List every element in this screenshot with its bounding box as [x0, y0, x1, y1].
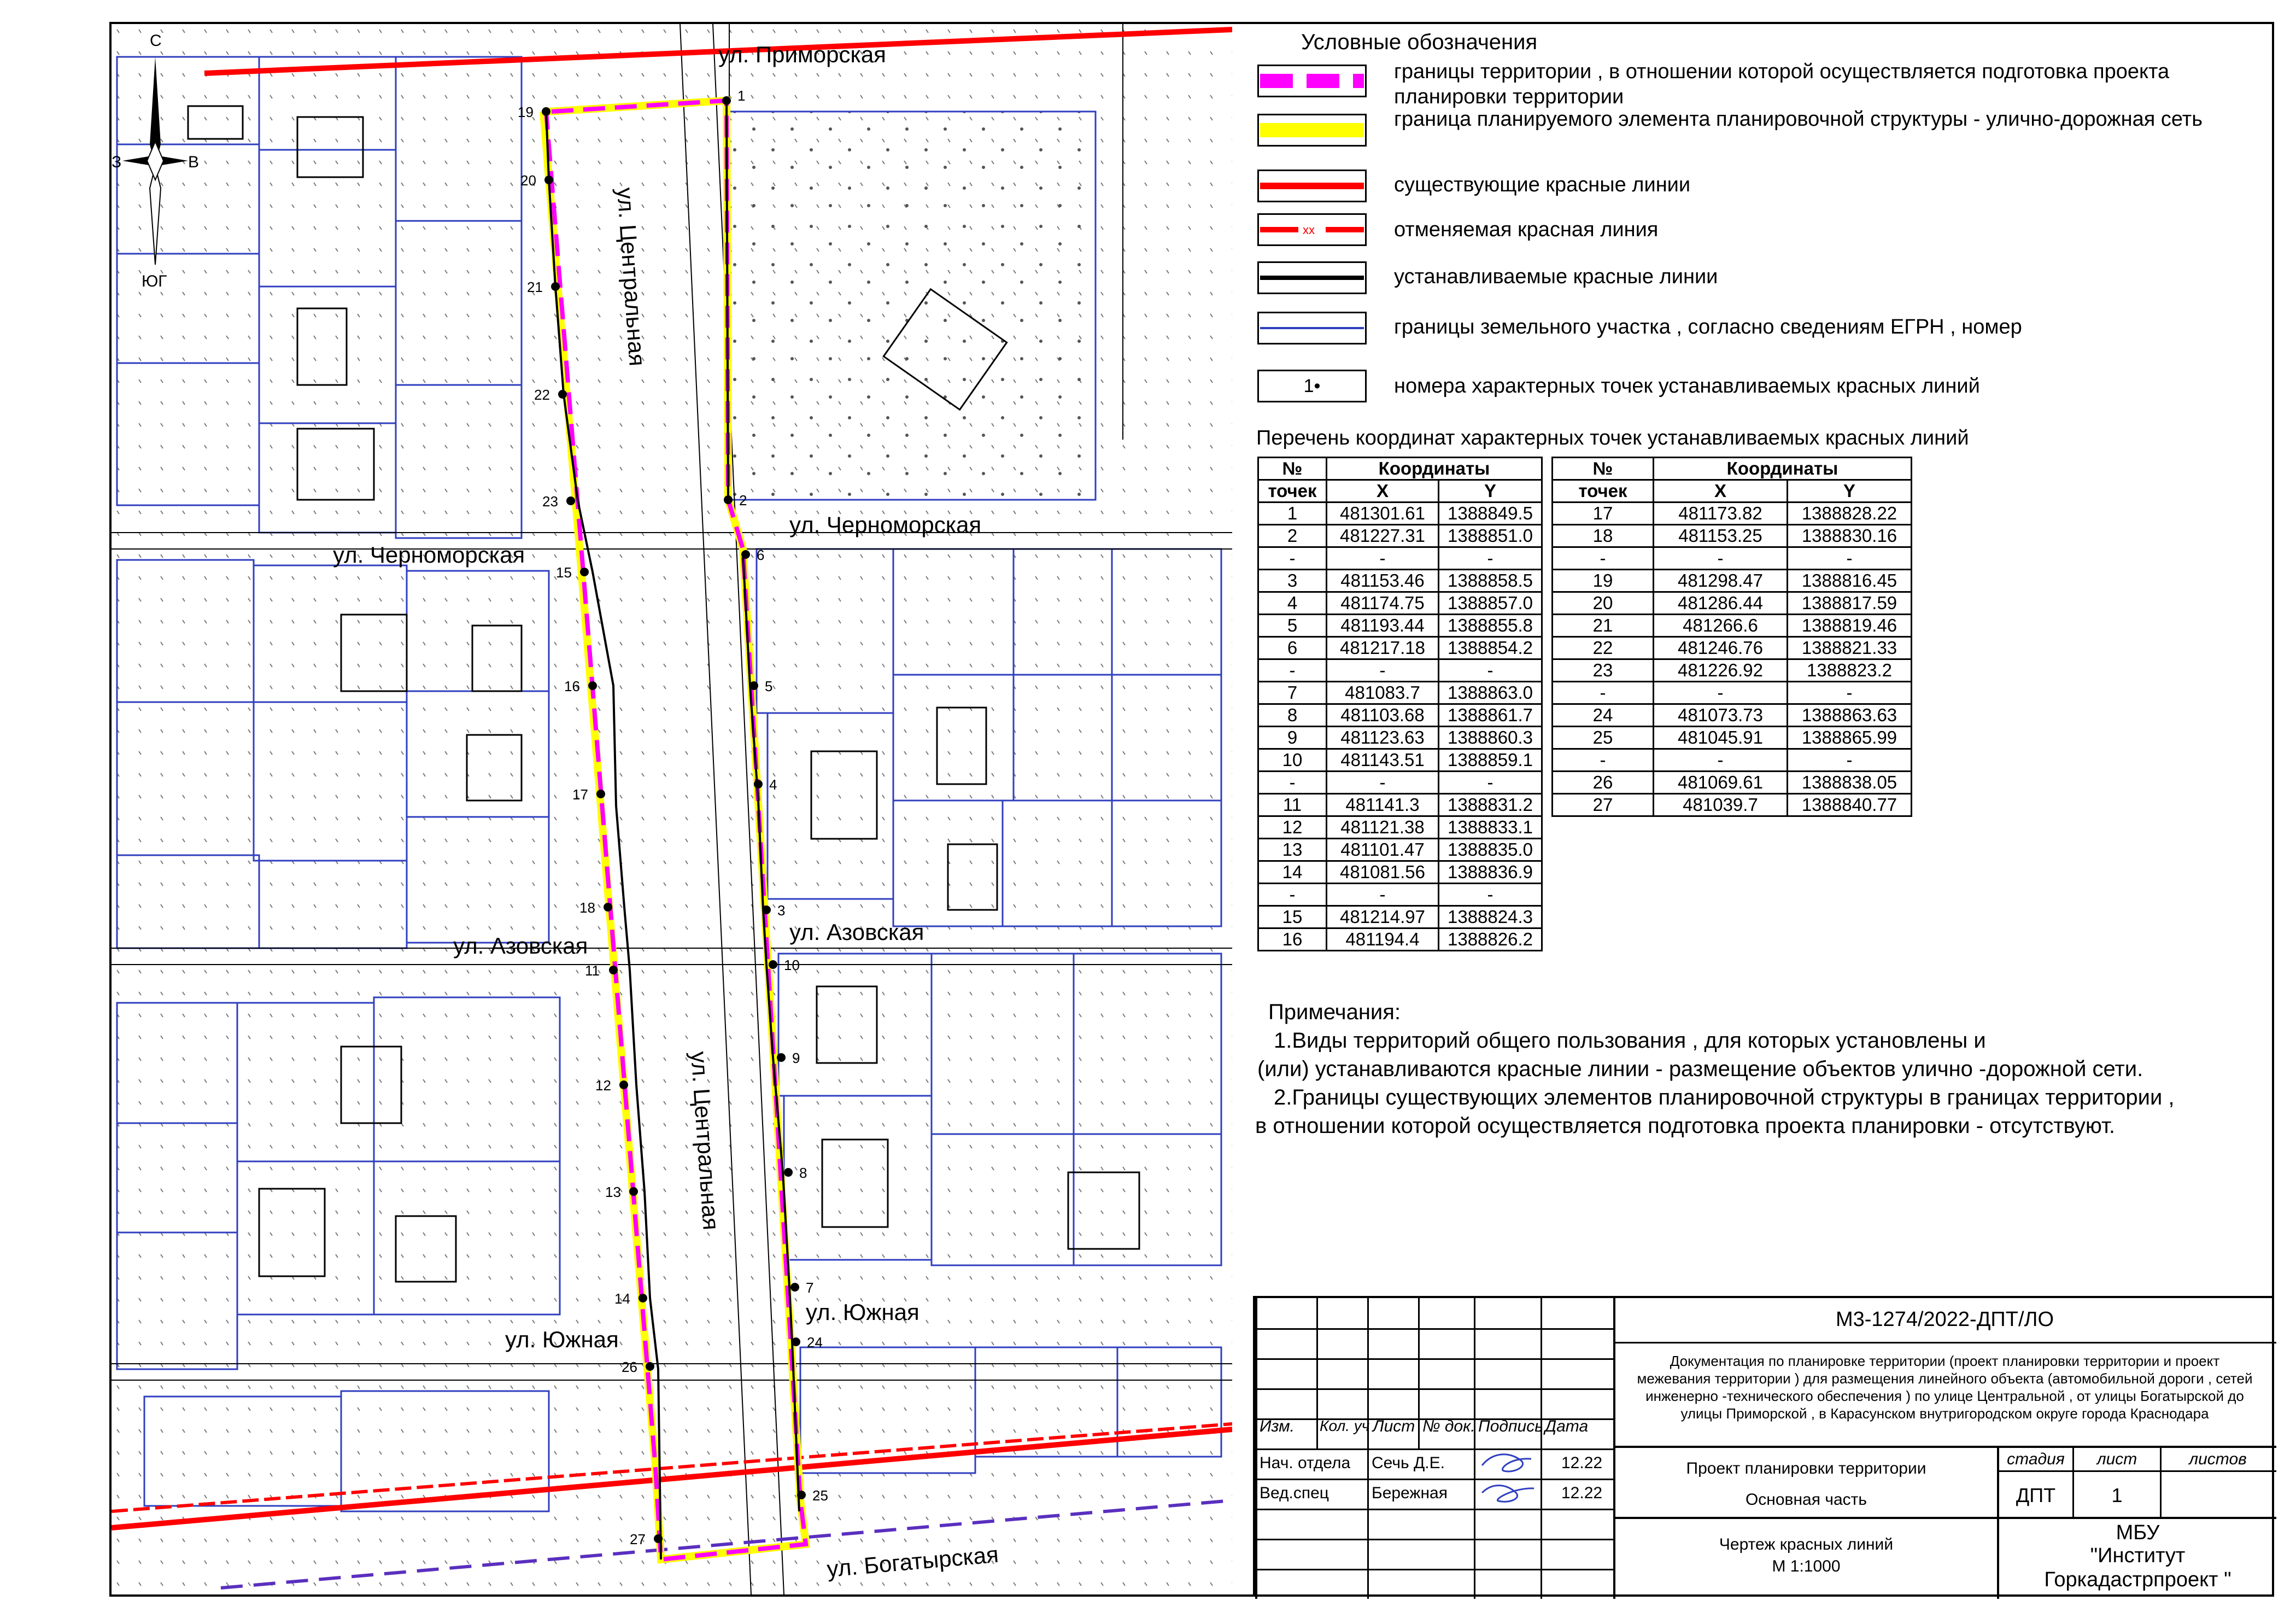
left-cell-y: 1388826.2 [1439, 928, 1542, 951]
right-row [1553, 615, 1912, 637]
table-left-y-header: Y [1439, 480, 1542, 503]
point-label-14: 14 [614, 1290, 630, 1307]
left-cell-x: - [1327, 772, 1439, 794]
left-cell-x: 481153.46 [1327, 570, 1439, 592]
stamp-date-1: 12.22 [1561, 1454, 1603, 1472]
point-7-marker [790, 1283, 799, 1292]
right-cell-y: 1388865.99 [1788, 727, 1912, 749]
right-cell-y: 1388828.22 [1788, 503, 1912, 525]
right-cell-x: 481173.82 [1654, 503, 1788, 525]
left-cell-num: - [1258, 884, 1327, 906]
left-cell-y: 1388855.8 [1439, 615, 1542, 637]
street-centralnaya-north: ул. Центральная [612, 186, 651, 367]
street-azovskaya-east: ул. Азовская [789, 919, 924, 945]
point-label-7: 7 [806, 1280, 814, 1296]
right-cell-x: 481069.61 [1654, 772, 1788, 794]
right-row [1553, 682, 1912, 704]
point-12-marker [619, 1080, 628, 1089]
point-label-12: 12 [595, 1077, 611, 1094]
right-cell-num: - [1553, 682, 1654, 704]
right-row [1553, 659, 1912, 682]
left-cell-x: 481141.3 [1327, 794, 1439, 816]
right-cell-x: 481226.92 [1654, 659, 1788, 682]
left-row [1258, 637, 1542, 659]
right-row [1553, 794, 1912, 816]
point-18-marker [604, 903, 612, 912]
point-label-11: 11 [585, 962, 600, 979]
stamp-col-date: Дата [1545, 1417, 1589, 1435]
stamp-project: Проект планировки территории [1686, 1459, 1926, 1477]
table-right-coords-header: Координаты [1654, 458, 1912, 480]
stamp-role-1: Нач. отдела [1260, 1454, 1351, 1472]
point-22-marker [558, 390, 567, 399]
coords-title: Перечень координат характерных точек устанавливаемых красных линий [1256, 427, 1969, 449]
left-row [1258, 570, 1542, 592]
right-cell-num: 20 [1553, 592, 1654, 615]
left-row [1258, 861, 1542, 884]
left-cell-y: - [1439, 659, 1542, 682]
point-25-marker [797, 1491, 806, 1499]
left-cell-y: 1388836.9 [1439, 861, 1542, 884]
left-cell-x: 481143.51 [1327, 749, 1439, 772]
left-row [1258, 704, 1542, 727]
park-area [727, 112, 1096, 500]
stamp-code: М3-1274/2022-ДПТ/ЛО [1835, 1308, 2054, 1331]
left-cell-num: 11 [1258, 794, 1327, 816]
point-label-15: 15 [556, 564, 572, 581]
stamp-name-2: Бережная [1372, 1484, 1448, 1502]
stamp-sheet-label: лист [2096, 1450, 2137, 1468]
left-cell-y: 1388860.3 [1439, 727, 1542, 749]
left-cell-num: 8 [1258, 704, 1327, 727]
left-cell-y: 1388851.0 [1439, 525, 1542, 547]
point-23-marker [566, 496, 575, 505]
right-cell-y: 1388821.33 [1788, 637, 1912, 659]
right-cell-num: 19 [1553, 570, 1654, 592]
legend-title: Условные обозначения [1301, 30, 1538, 54]
table-left-num-header: № [1258, 458, 1327, 480]
right-cell-num: 26 [1553, 772, 1654, 794]
stamp-desc-4: улицы Приморской , в Карасунском внутригородском округе города Краснодара [1680, 1405, 2209, 1422]
legend-text-existing: существующие красные линии [1394, 173, 1691, 196]
left-cell-y: 1388861.7 [1439, 704, 1542, 727]
right-cell-num: 17 [1553, 503, 1654, 525]
legend-text-points: номера характерных точек устанавливаемых красных линий [1394, 375, 1980, 398]
left-row [1258, 816, 1542, 839]
left-cell-num: 15 [1258, 906, 1327, 928]
left-row [1258, 928, 1542, 951]
left-row [1258, 525, 1542, 547]
point-label-16: 16 [564, 678, 580, 694]
left-row [1258, 839, 1542, 861]
right-cell-num: 27 [1553, 794, 1654, 816]
note-1-line-2: (или) устанавливаются красные линии - размещение объектов улично -дорожной сети. [1257, 1057, 2143, 1081]
point-label-23: 23 [542, 493, 558, 510]
legend-swatch-established [1257, 261, 1367, 294]
left-cell-x: - [1327, 659, 1439, 682]
right-cell-num: 22 [1553, 637, 1654, 659]
stamp-desc-2: межевания территории ) для размещения линейного объекта (автомобильной дороги , сетей [1637, 1370, 2253, 1387]
left-cell-x: 481081.56 [1327, 861, 1439, 884]
left-cell-x: 481227.31 [1327, 525, 1439, 547]
left-cell-x: 481193.44 [1327, 615, 1439, 637]
right-row [1553, 772, 1912, 794]
point-11-marker [609, 966, 618, 974]
left-cell-x: - [1327, 547, 1439, 570]
point-8-marker [784, 1168, 793, 1177]
left-cell-x: 481217.18 [1327, 637, 1439, 659]
right-cell-y: 1388840.77 [1788, 794, 1912, 816]
coords-table-right [1551, 457, 1912, 817]
right-cell-x: 481266.6 [1654, 615, 1788, 637]
left-cell-y: 1388863.0 [1439, 682, 1542, 704]
left-cell-num: 1 [1258, 503, 1327, 525]
legend-swatch-territory [1257, 65, 1367, 97]
stamp-col-doc: № док. [1422, 1417, 1475, 1435]
point-label-26: 26 [622, 1359, 637, 1375]
point-15-marker [580, 568, 589, 576]
point-label-8: 8 [799, 1165, 807, 1181]
left-cell-num: 9 [1258, 727, 1327, 749]
left-row [1258, 592, 1542, 615]
right-cell-y: 1388816.45 [1788, 570, 1912, 592]
right-cell-num: 25 [1553, 727, 1654, 749]
point-16-marker [588, 681, 597, 690]
point-19-marker [542, 107, 550, 116]
left-cell-num: 2 [1258, 525, 1327, 547]
stamp-part: Основная часть [1745, 1491, 1867, 1509]
stamp-org-3: Горкадастрпроект " [2044, 1568, 2231, 1591]
right-cell-y: 1388863.63 [1788, 704, 1912, 727]
left-row [1258, 906, 1542, 928]
street-yuzhnaya-west: ул. Южная [505, 1327, 619, 1352]
table-right-num-sub: точек [1553, 480, 1654, 503]
point-2-marker [724, 495, 733, 504]
left-row [1258, 884, 1542, 906]
left-row [1258, 727, 1542, 749]
point-label-20: 20 [520, 172, 536, 189]
stamp-col-sign: Подпись [1478, 1417, 1543, 1435]
left-cell-num: - [1258, 659, 1327, 682]
left-row [1258, 547, 1542, 570]
left-cell-num: 6 [1258, 637, 1327, 659]
stamp-org-2: "Институт [2090, 1544, 2186, 1567]
stamp-name-1: Сечь Д.Е. [1372, 1454, 1445, 1472]
table-right-num-header: № [1553, 458, 1654, 480]
left-cell-num: - [1258, 772, 1327, 794]
legend-text-cancelled: отменяемая красная линия [1394, 218, 1659, 241]
street-chernomorskaya-east: ул. Черноморская [789, 512, 982, 538]
point-17-marker [596, 790, 605, 798]
left-row [1258, 794, 1542, 816]
left-cell-num: 3 [1258, 570, 1327, 592]
note-1-line-1: 1.Виды территорий общего пользования , для которых установлены и [1274, 1029, 1986, 1053]
stamp-col-kol: Кол. уч [1320, 1417, 1370, 1434]
legend-swatch-points: 1• [1257, 370, 1367, 402]
point-label-25: 25 [812, 1487, 828, 1504]
left-cell-y: 1388824.3 [1439, 906, 1542, 928]
compass-north: С [150, 32, 162, 50]
right-cell-y: 1388838.05 [1788, 772, 1912, 794]
stamp-sheet: 1 [2111, 1484, 2123, 1506]
right-cell-y: - [1788, 749, 1912, 772]
left-cell-x: 481101.47 [1327, 839, 1439, 861]
point-1-marker [722, 96, 731, 105]
point-label-18: 18 [579, 899, 595, 916]
legend-swatch-parcel [1257, 312, 1367, 344]
point-label-17: 17 [572, 786, 588, 803]
left-row [1258, 659, 1542, 682]
map-canvas [112, 24, 1232, 1594]
left-cell-num: 14 [1258, 861, 1327, 884]
legend-text-territory: границы территории , в отношении которой осуществляется подготовка проекта планировки территории [1394, 60, 2170, 108]
right-cell-y: - [1788, 547, 1912, 570]
left-cell-num: 7 [1258, 682, 1327, 704]
stamp-stage-label: стадия [2007, 1450, 2065, 1468]
left-cell-num: 13 [1258, 839, 1327, 861]
stamp-drawing: Чертеж красных линий [1719, 1535, 1894, 1553]
left-cell-x: 481194.4 [1327, 928, 1439, 951]
point-27-marker [654, 1534, 663, 1543]
left-cell-x: 481174.75 [1327, 592, 1439, 615]
left-cell-num: 4 [1258, 592, 1327, 615]
table-right-x-header: X [1654, 480, 1788, 503]
table-left-x-header: X [1327, 480, 1439, 503]
right-cell-x: - [1654, 547, 1788, 570]
right-cell-y: 1388830.16 [1788, 525, 1912, 547]
compass-west: З [112, 153, 122, 171]
left-cell-y: 1388835.0 [1439, 839, 1542, 861]
right-cell-num: 21 [1553, 615, 1654, 637]
left-cell-num: 10 [1258, 749, 1327, 772]
right-row [1553, 570, 1912, 592]
right-row [1553, 503, 1912, 525]
table-left-num-sub: точек [1258, 480, 1327, 503]
street-primorskaya: ул. Приморская [718, 42, 886, 67]
right-cell-x: 481045.91 [1654, 727, 1788, 749]
table-right-y-header: Y [1788, 480, 1912, 503]
right-cell-x: 481073.73 [1654, 704, 1788, 727]
coords-table-left [1257, 457, 1543, 951]
stamp-date-2: 12.22 [1561, 1484, 1603, 1502]
right-cell-x: - [1654, 749, 1788, 772]
left-cell-num: 12 [1258, 816, 1327, 839]
point-26-marker [646, 1362, 654, 1371]
left-cell-num: - [1258, 547, 1327, 570]
right-row [1553, 525, 1912, 547]
legend-text-planned: граница планируемого элемента планировочной структуры - улично-дорожная сеть [1394, 108, 2203, 131]
point-4-marker [754, 780, 763, 788]
stamp-scale: М 1:1000 [1772, 1557, 1841, 1575]
signature-mark [1477, 1449, 1539, 1509]
right-row [1553, 727, 1912, 749]
right-cell-x: 481298.47 [1654, 570, 1788, 592]
left-cell-y: 1388831.2 [1439, 794, 1542, 816]
left-cell-y: 1388849.5 [1439, 503, 1542, 525]
point-label-19: 19 [518, 104, 534, 120]
point-20-marker [544, 176, 553, 184]
left-cell-x: 481123.63 [1327, 727, 1439, 749]
left-cell-x: - [1327, 884, 1439, 906]
right-cell-num: - [1553, 749, 1654, 772]
left-cell-y: 1388857.0 [1439, 592, 1542, 615]
note-2-line-1: 2.Границы существующих элементов планировочной структуры в границах территории , [1274, 1085, 2175, 1109]
left-cell-y: 1388858.5 [1439, 570, 1542, 592]
left-cell-x: 481301.61 [1327, 503, 1439, 525]
point-14-marker [639, 1294, 647, 1302]
left-cell-num: 16 [1258, 928, 1327, 951]
left-row [1258, 615, 1542, 637]
left-cell-y: - [1439, 884, 1542, 906]
stamp-stage: ДПТ [2016, 1484, 2056, 1506]
right-cell-num: 23 [1553, 659, 1654, 682]
legend-text-parcel: границы земельного участка , согласно сведениям ЕГРН , номер [1394, 316, 2022, 338]
right-cell-x: 481246.76 [1654, 637, 1788, 659]
right-row [1553, 637, 1912, 659]
right-cell-num: - [1553, 547, 1654, 570]
left-cell-y: 1388854.2 [1439, 637, 1542, 659]
stamp-role-2: Вед.спец [1260, 1484, 1329, 1502]
point-5-marker [749, 681, 758, 690]
point-21-marker [551, 282, 560, 291]
point-label-10: 10 [784, 957, 800, 973]
right-cell-num: 18 [1553, 525, 1654, 547]
left-cell-x: 481121.38 [1327, 816, 1439, 839]
left-cell-y: 1388859.1 [1439, 749, 1542, 772]
right-cell-num: 24 [1553, 704, 1654, 727]
stamp-desc-1: Документация по планировке территории (проект планировки территории и проект [1670, 1353, 2220, 1369]
point-label-9: 9 [792, 1050, 800, 1066]
left-row [1258, 749, 1542, 772]
left-row [1258, 503, 1542, 525]
right-cell-x: - [1654, 682, 1788, 704]
right-cell-x: 481039.7 [1654, 794, 1788, 816]
left-cell-x: 481214.97 [1327, 906, 1439, 928]
point-9-marker [777, 1053, 786, 1062]
table-left-coords-header: Координаты [1327, 458, 1542, 480]
right-cell-x: 481153.25 [1654, 525, 1788, 547]
street-yuzhnaya-east: ул. Южная [806, 1299, 919, 1325]
point-label-2: 2 [739, 492, 747, 509]
point-label-4: 4 [769, 776, 777, 793]
point-label-27: 27 [630, 1531, 646, 1547]
stamp-org-1: МБУ [2116, 1521, 2160, 1544]
point-label-22: 22 [534, 387, 550, 403]
right-cell-y: 1388823.2 [1788, 659, 1912, 682]
notes-heading: Примечания: [1268, 1000, 1401, 1024]
legend-swatch-cancelled [1257, 213, 1367, 246]
right-cell-y: - [1788, 682, 1912, 704]
stamp-col-list: Лист [1373, 1417, 1415, 1435]
left-row [1258, 682, 1542, 704]
left-cell-y: - [1439, 772, 1542, 794]
left-cell-y: 1388833.1 [1439, 816, 1542, 839]
left-cell-num: 5 [1258, 615, 1327, 637]
compass-east: В [188, 153, 200, 171]
stamp-col-izm: Изм. [1260, 1417, 1295, 1435]
right-cell-x: 481286.44 [1654, 592, 1788, 615]
note-2-line-2: в отношении которой осуществляется подготовка проекта планировки - отсутствуют. [1255, 1114, 2116, 1138]
stamp-desc-3: инженерно -технического обеспечения ) по улице Центральной , от улицы Богатырской до [1645, 1388, 2244, 1404]
point-6-marker [741, 550, 750, 559]
street-azovskaya-west: ул. Азовская [453, 933, 588, 959]
point-24-marker [792, 1337, 800, 1346]
point-10-marker [769, 960, 777, 969]
point-3-marker [762, 906, 771, 914]
legend-swatch-planned [1257, 114, 1367, 147]
right-cell-y: 1388819.46 [1788, 615, 1912, 637]
legend-cancelled-marker: xx [1303, 223, 1315, 237]
street-centralnaya-south: ул. Центральная [686, 1050, 724, 1231]
point-label-3: 3 [777, 902, 786, 919]
map-area [112, 24, 1232, 1594]
right-row [1553, 749, 1912, 772]
point-label-6: 6 [757, 547, 765, 563]
point-label-13: 13 [605, 1184, 621, 1200]
left-cell-y: - [1439, 547, 1542, 570]
legend-text-established: устанавливаемые красные линии [1394, 265, 1718, 288]
legend-swatch-existing [1257, 170, 1367, 202]
left-cell-x: 481103.68 [1327, 704, 1439, 727]
compass-south: ЮГ [142, 272, 167, 290]
left-row [1258, 772, 1542, 794]
right-row [1553, 704, 1912, 727]
right-cell-y: 1388817.59 [1788, 592, 1912, 615]
title-block [1253, 1296, 2274, 1597]
street-chernomorskaya-west: ул. Черноморская [333, 542, 525, 568]
point-label-5: 5 [765, 678, 773, 694]
left-cell-x: 481083.7 [1327, 682, 1439, 704]
point-label-1: 1 [737, 87, 746, 104]
stamp-sheets-label: листов [2189, 1450, 2247, 1468]
point-13-marker [629, 1187, 638, 1196]
point-label-21: 21 [527, 279, 543, 295]
point-label-24: 24 [807, 1334, 823, 1351]
right-row [1553, 547, 1912, 570]
right-row [1553, 592, 1912, 615]
street-bogatyrskaya: ул. Богатырская [825, 1541, 1000, 1582]
